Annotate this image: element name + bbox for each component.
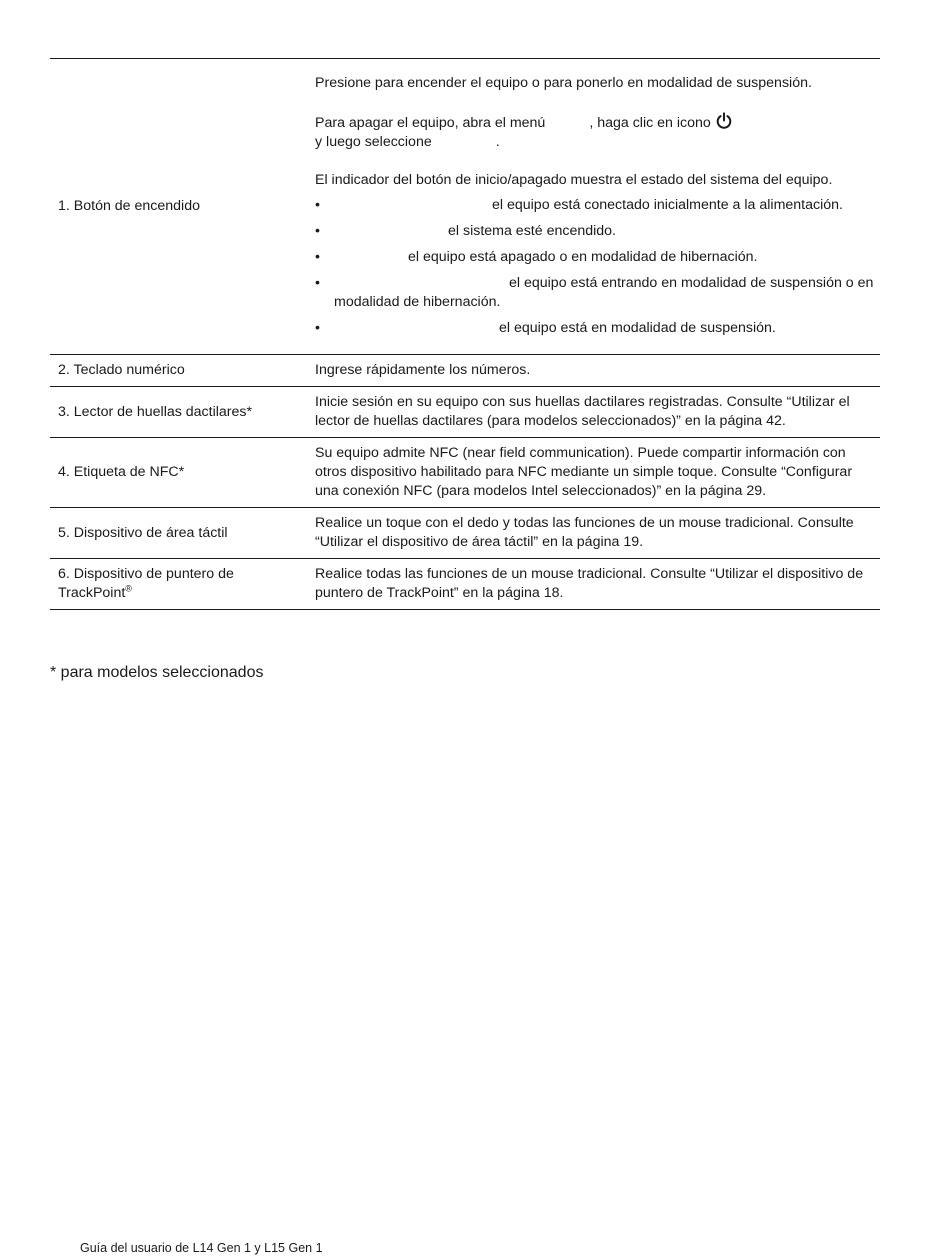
list-text: el equipo está apagado o en modalidad de hibernación. — [408, 248, 758, 265]
text-span: , haga clic en icono — [589, 114, 711, 131]
bullet: • — [315, 196, 320, 213]
page-footer: Guía del usuario de L14 Gen 1 y L15 Gen 1 — [80, 1241, 323, 1255]
row-label: 3. Lector de huellas dactilares* — [58, 403, 253, 420]
bullet: • — [315, 248, 320, 265]
row-label: 5. Dispositivo de área táctil — [58, 524, 228, 541]
list-text: el equipo está conectado inicialmente a la alimentación. — [492, 196, 843, 213]
row-description: Inicie sesión en su equipo con sus huellas dactilares registradas. Consulte “Utilizar el lector de huellas dactilares (para modelos seleccionados)” en la página 42. — [315, 394, 850, 429]
label-line: TrackPoint — [58, 585, 126, 601]
feature-table — [50, 58, 880, 610]
footnote: * para modelos seleccionados — [50, 664, 264, 681]
row-description: Ingrese rápidamente los números. — [315, 362, 531, 378]
status-list — [315, 196, 876, 338]
row-description — [299, 59, 880, 355]
row-description: Realice todas las funciones de un mouse tradicional. Consulte “Utilizar el dispositivo de puntero de TrackPoint” en la página 18. — [315, 566, 864, 601]
list-item — [315, 196, 876, 215]
text-span: Para apagar el equipo, abra el menú — [315, 114, 546, 131]
row-label: 4. Etiqueta de NFC* — [58, 464, 185, 480]
row-description: Realice un toque con el dedo y todas las funciones de un mouse tradicional. Consulte “Utilizar el dispositivo de área táctil” en la página 19. — [315, 515, 854, 550]
text-span: . — [495, 133, 500, 150]
list-text: el equipo está entrando en modalidad de suspensión o en modalidad de hibernación. — [334, 274, 874, 310]
table-row — [50, 355, 880, 387]
list-item — [315, 319, 876, 338]
row-description: Su equipo admite NFC (near field communication). Puede compartir información con otros dispositivo habilitado para NFC mediante un simple toque. Consulte “Configurar una conexión NFC (para modelos Intel seleccionados)” en la página 29. — [315, 445, 853, 499]
paragraph: El indicador del botón de inicio/apagado muestra el estado del sistema del equipo. — [315, 171, 833, 188]
list-text: el sistema esté encendido. — [448, 222, 616, 239]
row-label — [50, 559, 299, 610]
registered-mark: ® — [125, 583, 132, 594]
table-row — [50, 508, 880, 559]
table-row — [50, 438, 880, 508]
table-row — [50, 559, 880, 610]
table-row — [50, 387, 880, 438]
list-text: el equipo está en modalidad de suspensión. — [499, 319, 776, 336]
row-label: 2. Teclado numérico — [58, 362, 185, 378]
paragraph — [315, 112, 876, 152]
power-icon — [715, 112, 733, 130]
bullet: • — [315, 222, 320, 239]
label-line: 6. Dispositivo de puntero de — [58, 566, 234, 582]
row-label: 1. Botón de encendido — [58, 198, 200, 214]
list-item — [315, 274, 876, 312]
bullet: • — [315, 319, 320, 336]
bullet: • — [315, 274, 320, 291]
text-span: y luego seleccione — [315, 133, 432, 150]
table-row — [50, 59, 880, 355]
paragraph: Presione para encender el equipo o para ponerlo en modalidad de suspensión. — [315, 74, 812, 91]
list-item — [315, 222, 876, 241]
list-item — [315, 248, 876, 267]
